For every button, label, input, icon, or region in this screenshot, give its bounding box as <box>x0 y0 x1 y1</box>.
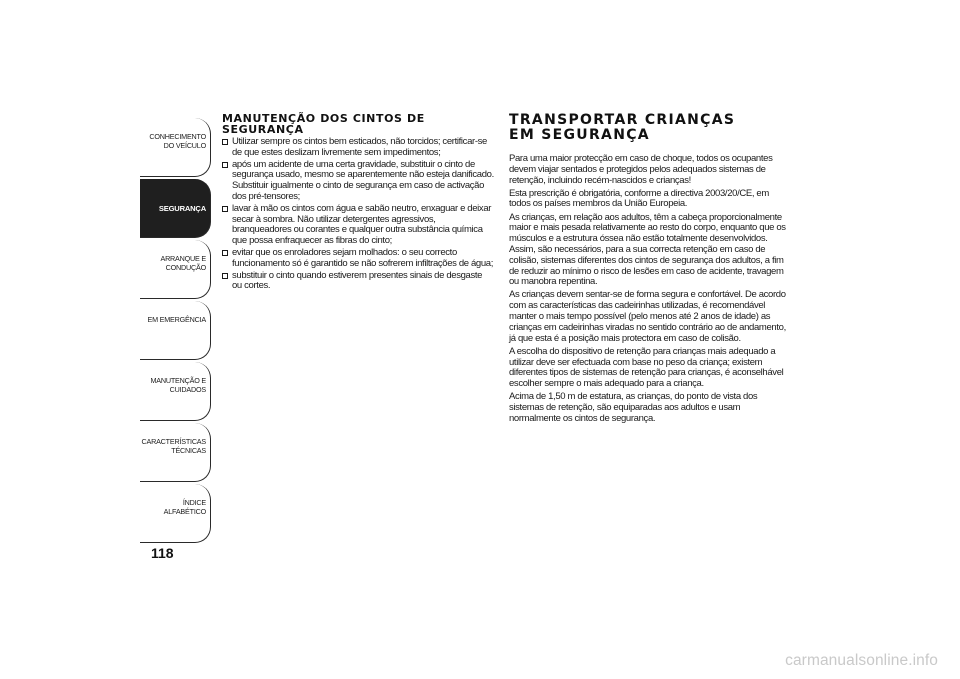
tab-label: MANUTENÇÃO E CUIDADOS <box>150 376 206 394</box>
list-item <box>222 137 494 159</box>
list-item-text: substituir o cinto quando estiverem presentes sinais de desgaste ou cortes. <box>232 269 483 292</box>
list-item <box>222 160 494 203</box>
child-transport-section <box>509 113 787 427</box>
tab-seguranca[interactable] <box>140 179 211 238</box>
list-item <box>222 271 494 293</box>
list-item-text: após um acidente de uma certa gravidade, substituir o cinto de segurança usado, mesmo se aparentemente não esteja danificado. Substituir igualmente o cinto de segurança em caso de activação dos pré-tensores; <box>232 158 494 202</box>
tab-arranque-e-conducao[interactable] <box>140 240 211 299</box>
list-item <box>222 204 494 247</box>
section-title <box>509 113 787 142</box>
paragraph: A escolha do dispositivo de retenção para crianças mais adequado a utilizar deve ser efectuada com base no peso da criança; existem diferentes tipos de sistemas de retenção para crianças, é aconselhável escolher sempre o mais adequado para a criança. <box>509 345 784 390</box>
watermark: carmanualsonline.info <box>785 652 938 669</box>
list-item-text: evitar que os enroladores sejam molhados: o seu correcto funcionamento só é garantido se não sofrerem infiltrações de água; <box>232 246 494 269</box>
list-item <box>222 248 494 270</box>
tab-caracteristicas-tecnicas[interactable] <box>140 423 211 482</box>
tab-indice-alfabetico[interactable] <box>140 484 211 543</box>
checkbox-bullet-icon <box>222 206 228 212</box>
tab-label: CARACTERÍSTICAS TÉCNICAS <box>141 437 206 455</box>
checkbox-bullet-icon <box>222 273 228 279</box>
belt-maintenance-section <box>222 113 494 293</box>
paragraph: Acima de 1,50 m de estatura, as crianças, do ponto de vista dos sistemas de retenção, são equiparadas aos adultos e usam normalmente os cintos de segurança. <box>509 391 758 424</box>
maintenance-list <box>222 137 494 292</box>
title-line-2: EM SEGURANÇA <box>509 126 650 143</box>
paragraph: Para uma maior protecção em caso de choque, todos os ocupantes devem viajar sentados e protegidos pelos adequados sistemas de retenção, incluindo recém-nascidos e crianças! <box>509 153 773 186</box>
list-item-text: lavar à mão os cintos com água e sabão neutro, enxaguar e deixar secar à sombra. Não utilizar detergentes agressivos, branqueadores ou corantes e qualquer outra substância química que possa enfraquecer as fibras do cinto; <box>232 202 492 247</box>
chapter-sidebar <box>140 118 211 544</box>
paragraph: As crianças, em relação aos adultos, têm a cabeça proporcionalmente maior e mais pesada relativamente ao resto do corpo, enquanto que os músculos e a estrutura óssea não estão totalmente desenvolvidos. Assim, são necessários, para a sua correcta retenção em caso de colisão, sistemas diferentes dos cintos de segurança dos adultos, a fim de reduzir ao mínimo o risco de lesões em caso de acidente, travagem ou manobra repentina. <box>509 211 786 288</box>
tab-label: ÍNDICE ALFABÉTICO <box>163 498 206 516</box>
tab-em-emergencia[interactable] <box>140 301 211 360</box>
title-line-1: TRANSPORTAR CRIANÇAS <box>509 112 736 128</box>
section-title: MANUTENÇÃO DOS CINTOS DE SEGURANÇA <box>222 112 425 136</box>
tab-conhecimento-do-veiculo[interactable] <box>140 118 211 177</box>
paragraph: Esta prescrição é obrigatória, conforme a directiva 2003/20/CE, em todos os países membros da União Europeia. <box>509 187 769 210</box>
paragraph: As crianças devem sentar-se de forma segura e confortável. De acordo com as características das cadeirinhas utilizadas, é recomendável manter o mais tempo possível (pelo menos até 2 anos de idade) as crianças em cadeirinhas viradas no sentido contrário ao de andamento, já que esta é a posição mais protectora em caso de colisão. <box>509 289 786 344</box>
tab-label: SEGURANÇA <box>158 203 206 213</box>
page-number: 118 <box>151 545 174 561</box>
checkbox-bullet-icon <box>222 162 228 168</box>
tab-label: ARRANQUE E CONDUÇÃO <box>160 254 206 272</box>
list-item-text: Utilizar sempre os cintos bem esticados, não torcidos; certificar-se de que estes deslizam livremente sem impedimentos; <box>232 136 487 158</box>
checkbox-bullet-icon <box>222 250 228 256</box>
tab-manutencao-e-cuidados[interactable] <box>140 362 211 421</box>
tab-label: CONHECIMENTO DO VEÍCULO <box>149 132 206 150</box>
checkbox-bullet-icon <box>222 139 228 145</box>
tab-label: EM EMERGÊNCIA <box>147 315 206 324</box>
